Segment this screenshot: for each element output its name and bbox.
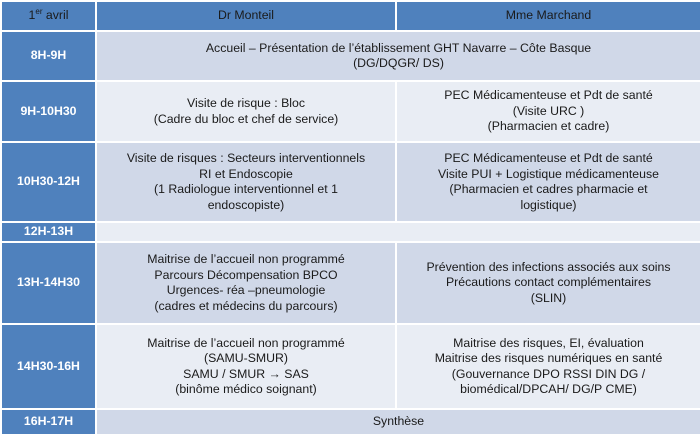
- time-slot: 14H30-16H: [1, 324, 96, 409]
- session-line: Visite PUI + Logistique médicamenteuse: [438, 166, 659, 181]
- session-line: endoscopiste): [207, 197, 285, 212]
- session-line: Visite de risque : Bloc: [186, 96, 306, 110]
- session-line: RI et Endoscopie: [199, 166, 293, 181]
- session-line: Maitrise de l’accueil non programmé: [147, 335, 345, 350]
- date-month: avril: [42, 8, 69, 23]
- time-slot: 13H-14H30: [1, 242, 96, 324]
- session-line: (1 Radiologue interventionnel et 1: [154, 182, 338, 196]
- time-slot: 12H-13H: [1, 222, 96, 242]
- session-line: logistique): [520, 197, 577, 212]
- session-cell-mme-marchand: [396, 242, 700, 324]
- session-line: (DG/DQGR/ DS): [353, 56, 444, 70]
- date-suffix: er: [35, 7, 43, 17]
- session-line: Maitrise de l’accueil non programmé: [147, 252, 345, 266]
- session-line: Urgences- réa –pneumologie: [166, 283, 326, 297]
- session-line: Maitrise des risques, EI, évaluation: [453, 335, 644, 350]
- merged-session-cell: [96, 409, 700, 435]
- date-number: 1: [28, 8, 36, 23]
- column-header-mme-marchand: Mme Marchand: [396, 1, 700, 31]
- session-line: SAMU / SMUR → SAS: [183, 366, 309, 381]
- column-header-dr-monteil: Dr Monteil: [96, 1, 396, 31]
- session-line: Prévention des infections associés aux soins: [426, 259, 671, 274]
- time-slot: 9H-10H30: [1, 81, 96, 142]
- session-line: Synthèse: [372, 414, 425, 429]
- session-line: (SLIN): [530, 290, 567, 305]
- table-row: [1, 81, 700, 142]
- session-line: (Gouvernance DPO RSSI DIN DG /: [451, 366, 646, 381]
- session-cell-dr-monteil: [96, 242, 396, 324]
- session-cell-dr-monteil: [96, 142, 396, 222]
- session-line: (Pharmacien et cadre): [487, 119, 610, 134]
- session-line: PEC Médicamenteuse et Pdt de santé: [444, 88, 653, 103]
- table-row: [1, 242, 700, 324]
- time-slot: 16H-17H: [1, 409, 96, 435]
- merged-session-cell: [96, 31, 700, 81]
- session-line: Précautions contact complémentaires: [445, 275, 652, 290]
- session-line: Maitrise des risques numériques en santé: [434, 351, 663, 365]
- table-row: [1, 222, 700, 242]
- session-cell-dr-monteil: [96, 81, 396, 142]
- session-cell-mme-marchand: [396, 324, 700, 409]
- table-row: [1, 142, 700, 222]
- session-line: (Visite URC ): [512, 103, 585, 118]
- session-line: (binôme médico soignant): [175, 382, 317, 396]
- session-line: Parcours Décompensation BPCO: [154, 267, 338, 282]
- header-row: [1, 1, 700, 31]
- session-cell-mme-marchand: [396, 142, 700, 222]
- session-line: Visite de risques : Secteurs interventionnels: [126, 151, 366, 165]
- session-line: (Pharmacien et cadres pharmacie et: [449, 182, 648, 196]
- session-cell-dr-monteil: [96, 324, 396, 409]
- session-line: (cadres et médecins du parcours): [154, 298, 338, 313]
- session-line: (Cadre du bloc et chef de service): [153, 111, 339, 126]
- session-line: Accueil – Présentation de l’établissement GHT Navarre – Côte Basque: [205, 40, 592, 55]
- time-slot: 8H-9H: [1, 31, 96, 81]
- session-line: PEC Médicamenteuse et Pdt de santé: [444, 151, 653, 165]
- session-line: (SAMU-SMUR): [203, 351, 289, 365]
- table-row: [1, 324, 700, 409]
- session-line: biomédical/DPCAH/ DG/P CME): [460, 382, 637, 396]
- merged-session-cell: [96, 222, 700, 242]
- table-row: [1, 31, 700, 81]
- date-header: [1, 1, 96, 31]
- time-slot: 10H30-12H: [1, 142, 96, 222]
- session-cell-mme-marchand: [396, 81, 700, 142]
- table-row: [1, 409, 700, 435]
